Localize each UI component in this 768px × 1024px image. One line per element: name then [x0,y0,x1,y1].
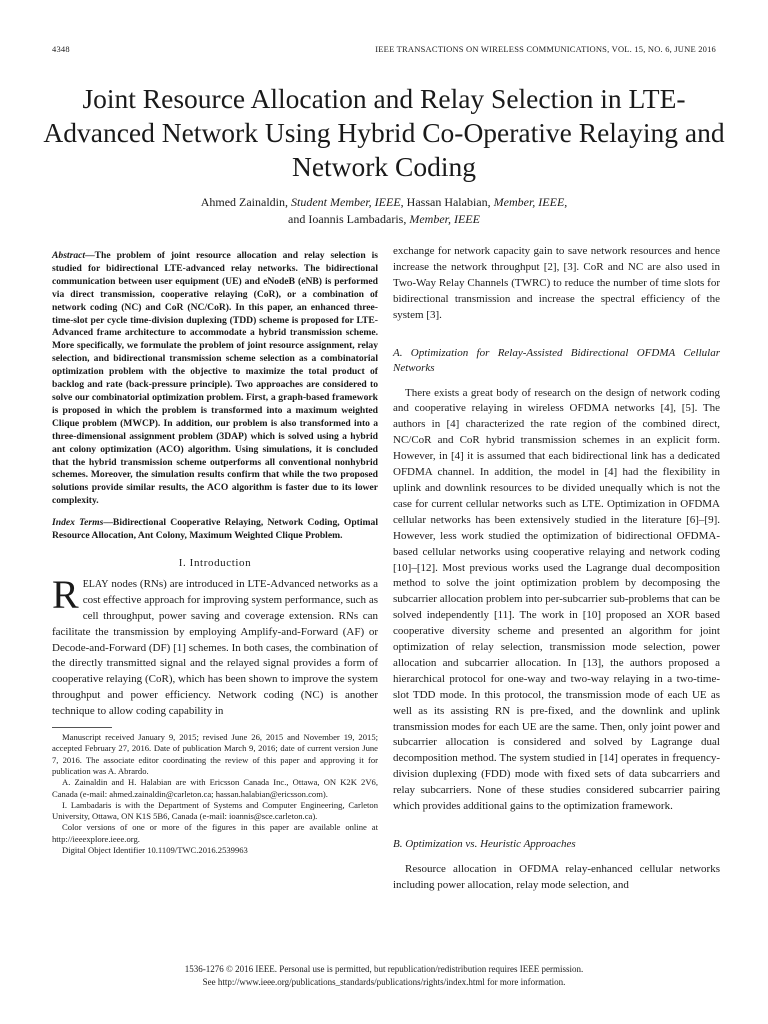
intro-paragraph [52,571,378,720]
footnote-affiliation-1: A. Zainaldin and H. Halabian are with Ericsson Canada Inc., Ottawa, ON K2K 2V6, Canada (e-mail: ahmed.zainaldin@carleton.ca; hassan.halabian@ericsson.com). [52,777,378,799]
drop-cap: R [52,571,79,617]
author-separator: , [564,195,568,209]
footnote-affiliation-2: I. Lambadaris is with the Department of Systems and Computer Engineering, Carleton University, Ottawa, ON K1S 5B6, Canada (e-mail: ioannis@sce.carleton.ca). [52,799,378,822]
permissions-line: See http://www.ieee.org/publications_standards/publications/rights/index.html for more information. [202,977,566,987]
footnote-divider [52,727,112,728]
author-role: Student Member, IEEE [291,195,401,209]
author-name: and Ioannis Lambadaris, [288,212,410,226]
author-line-2 [40,211,728,228]
footnote-doi: Digital Object Identifier 10.1109/TWC.2016.2539963 [62,845,248,856]
index-terms-label: Index Terms [52,517,104,529]
author-name: Ahmed Zainaldin, [200,195,292,209]
abstract-label: Abstract [52,250,86,261]
right-column [393,244,720,894]
subsection-heading-a: A. Optimization for Relay-Assisted Bidirectional OFDMA Cellular Networks [393,346,720,374]
subsection-heading-b: B. Optimization vs. Heuristic Approaches [393,838,576,850]
section-heading-introduction: I. Introduction [178,556,252,569]
index-terms [52,517,378,543]
intro-continuation: exchange for network capacity gain to save network resources and hence increase the network throughput [2], [3]. CoR and NC are also used in Two-Way Relay Channels (TWRC) to reduce the number of time slots for bidirectional transmission and increase the spectral efficiency of the system [3]. [393,245,720,321]
first-word-rest: ELAY [82,578,109,590]
author-line-1 [40,194,728,211]
journal-header: IEEE TRANSACTIONS ON WIRELESS COMMUNICATIONS, VOL. 15, NO. 6, JUNE 2016 [375,44,716,54]
index-terms-text: —Bidirectional Cooperative Relaying, Network Coding, Optimal Resource Allocation, Ant Colony, Maximum Weighted Clique Problem. [52,517,378,542]
left-column [52,250,378,856]
abstract [52,250,378,508]
author-list [40,194,728,228]
author-name: , Hassan Halabian, [400,195,494,209]
subsection-b-paragraph: Resource allocation in OFDMA relay-enhanced cellular networks including power allocation, relay mode selection, and [393,863,720,891]
page-number: 4348 [52,44,70,54]
abstract-text: —The problem of joint resource allocation and relay selection is studied for bidirectional LTE-advanced relay networks. The bidirectional communication between user equipment (UE) and eNodeB (eNB) is performed via direct transmission, cooperative relaying (CoR), or a combination of network coding (NC) and CoR (NC/CoR). In this paper, an enhanced three-time-slot per cycle time-division duplexing (TDD) scheme is proposed for LTE-Advanced frame architecture to accommodate a hybrid transmission scheme. More specifically, we formulate the problem of joint resource assignment, relay selection, and bidirectional transmission scheme selection as a combinatorial optimization problem with the objective to maximize the total product of backlog and rate (back-pressure principle). Two approaches are considered to solve our combinatorial optimization problem. First, a graph-based framework is proposed in which the problem is transformed into a maximum weighted Clique problem (MWCP). In addition, our problem is also transformed into a three-dimensional assignment problem (3DAP) which is solved using a hybrid ant colony optimization (ACO) algorithm. Using simulations, it is concluded that the hybrid transmission scheme outperforms all conventional nonhybrid schemes. Moreover, the simulation results confirm that while the two proposed solutions provide similar results, the ACO algorithm is faster due to its lower complexity. [52,250,378,507]
footnote-manuscript: Manuscript received January 9, 2015; revised June 26, 2015 and November 19, 2015; accepted February 27, 2016. Date of publication March 9, 2016; date of current version June 7, 2016. The associate editor coordinating the review of this paper and approving it for publication was A. Abrardo. [52,732,378,776]
intro-text: nodes (RNs) are introduced in LTE-Advanced networks as a cost effective approach for improving system performance, such as cell throughput, power saving and coverage extension. RNs can facilitate the transmission by employing Amplify-and-Forward (AF) or Decode-and-Forward (DF) [1] schemes. In both cases, the combination of the directly transmitted signal and the relayed signal provides a form of cooperative relaying (CoR), which has been shown to improve the system throughput and power efficiency. Network coding (NC) is another technique to allow coding capability in [52,577,378,718]
copyright-line: 1536-1276 © 2016 IEEE. Personal use is permitted, but republication/redistribution requires IEEE permission. [184,964,584,974]
subsection-a-paragraph: There exists a great body of research on the design of network coding and cooperative relaying in wireless OFDMA networks [4], [5]. The authors in [4] characterized the rate region of the combined direct, NC/CoR and CoR hybrid transmission schemes in an explicit form. However, in [4] it is assumed that each bidirectional link has a dedicated OFDMA channel. In addition, the model in [4] had the flexibility in uplink and downlink resources to be divided unequally which is not the case for current cellular networks such as LTE. Optimization in OFDMA cellular networks has been extensively studied in the literature [6]–[9]. However, less work studied the optimization of bidirectional OFDMA-based cellular networks using cooperative relaying and network coding [10]–[12]. Most previous works used the Lagrange dual decomposition method to solve the joint optimization problem by decomposing the subcarrier allocation problem into per-subcarrier sub-problems that can be solved independently [11]. The work in [10] proposed an XOR based cooperative diversity scheme and presented an algorithm for joint optimization of relay selection, transmission mode selection, power allocation and subcarrier allocation. In [13], the authors proposed a hierarchical protocol for one-way and two-way relaying in a two-time-slot TDD mode. In this protocol, the transmission mode of each UE as well as its assisting RN is pre-fixed, and the downlink and uplink transmission modes for each UE are the same. Then, only joint power and subcarrier allocation is considered and solved by Lagrange dual decomposition method. The system studied in [14] operates in frequency-division duplexing (FDD) mode with fixed sets of data subcarriers and relay subcarriers. None of these studies considered subcarrier pairing which provides additional gains to the optimization framework. [393,386,720,813]
author-role: Member, IEEE [409,212,480,226]
footnote-color-note: Color versions of one or more of the figures in this paper are available online at http://ieeexplore.ieee.org. [52,822,378,844]
paper-title: Joint Resource Allocation and Relay Selection in LTE-Advanced Network Using Hybrid Co-Operative Relaying and Network Coding [43,83,725,182]
author-role: Member, IEEE [493,195,565,209]
copyright-footer [40,963,728,989]
